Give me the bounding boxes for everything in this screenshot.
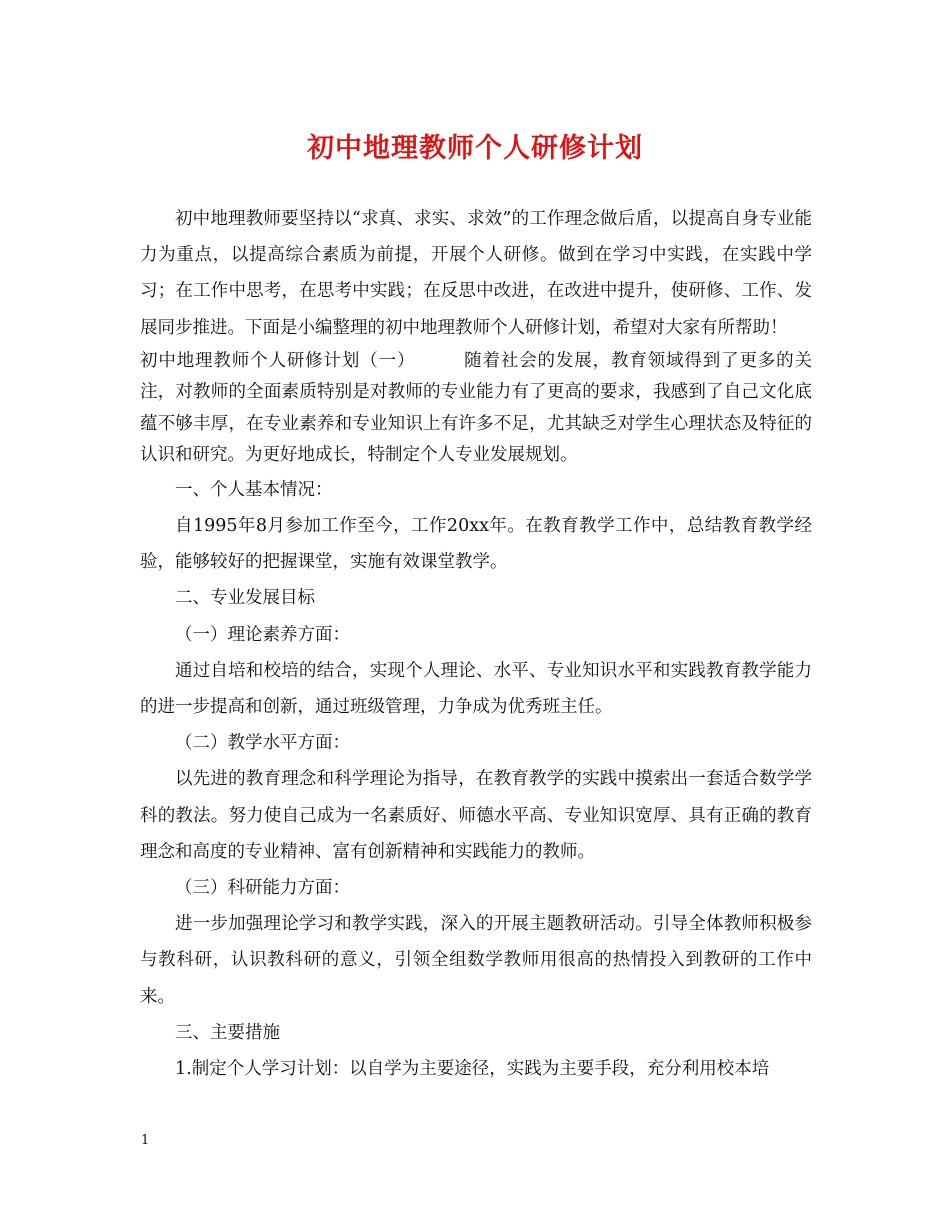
- measure-paragraph: 1.制定个人学习计划：以自学为主要途径，实践为主要手段，充分利用校本培: [175, 1059, 770, 1080]
- plan-heading: 初中地理教师个人研修计划（一）: [140, 350, 416, 371]
- teaching-paragraph: 以先进的教育理念和科学理论为指导，在教育教学的实践中摸索出一套适合数学学科的教法。努力使自己成为一名素质好、师德水平高、专业知识宽厚、具有正确的教育理念和高度的专业精神、富有创新精神和实践能力的教师。: [140, 769, 812, 862]
- section-heading-basic-info: 一、个人基本情况：: [175, 479, 333, 500]
- document-body: [140, 201, 812, 1087]
- plan-intro-paragraph: [140, 346, 812, 472]
- intro-paragraph: 初中地理教师要坚持以“求真、求实、求效”的工作理念做后盾，以提高自身专业能力为重点，以提高综合素质为前提，开展个人研修。做到在学习中实践，在实践中学习；在工作中思考，在思考中实践；在反思中改进，在改进中提升，使研修、工作、发展同步推进。下面是小编整理的初中地理教师个人研修计划，希望对大家有所帮助！: [140, 209, 812, 338]
- section-heading-goals: 二、专业发展目标: [175, 588, 315, 609]
- page-number: 1: [141, 1133, 150, 1148]
- subsection-heading-research: （三）科研能力方面：: [175, 878, 350, 899]
- plan-intro-text: 随着社会的发展，教育领域得到了更多的关注，对教师的全面素质特别是对教师的专业能力有了更高的要求，我感到了自己文化底蕴不够丰厚，在专业素养和专业知识上有许多不足，尤其缺乏对学生心理状态及特征的认识和研究。为更好地成长，特制定个人专业发展规划。: [140, 350, 813, 466]
- subsection-heading-theory: （一）理论素养方面：: [175, 624, 350, 645]
- subsection-heading-teaching: （二）教学水平方面：: [175, 733, 350, 754]
- document-title: 初中地理教师个人研修计划: [307, 133, 643, 164]
- theory-paragraph: 通过自培和校培的结合，实现个人理论、水平、专业知识水平和实践教育教学能力的进一步提高和创新，通过班级管理，力争成为优秀班主任。: [140, 660, 812, 718]
- research-paragraph: 进一步加强理论学习和教学实践，深入的开展主题教研活动。引导全体教师积极参与教科研，认识教科研的意义，引领全组数学教师用很高的热情投入到教研的工作中来。: [140, 914, 812, 1007]
- section-heading-measures: 三、主要措施: [175, 1022, 280, 1043]
- basic-info-paragraph: 自1995年8月参加工作至今，工作20xx年。在教育教学工作中，总结教育教学经验，能够较好的把握课堂，实施有效课堂教学。: [140, 516, 812, 573]
